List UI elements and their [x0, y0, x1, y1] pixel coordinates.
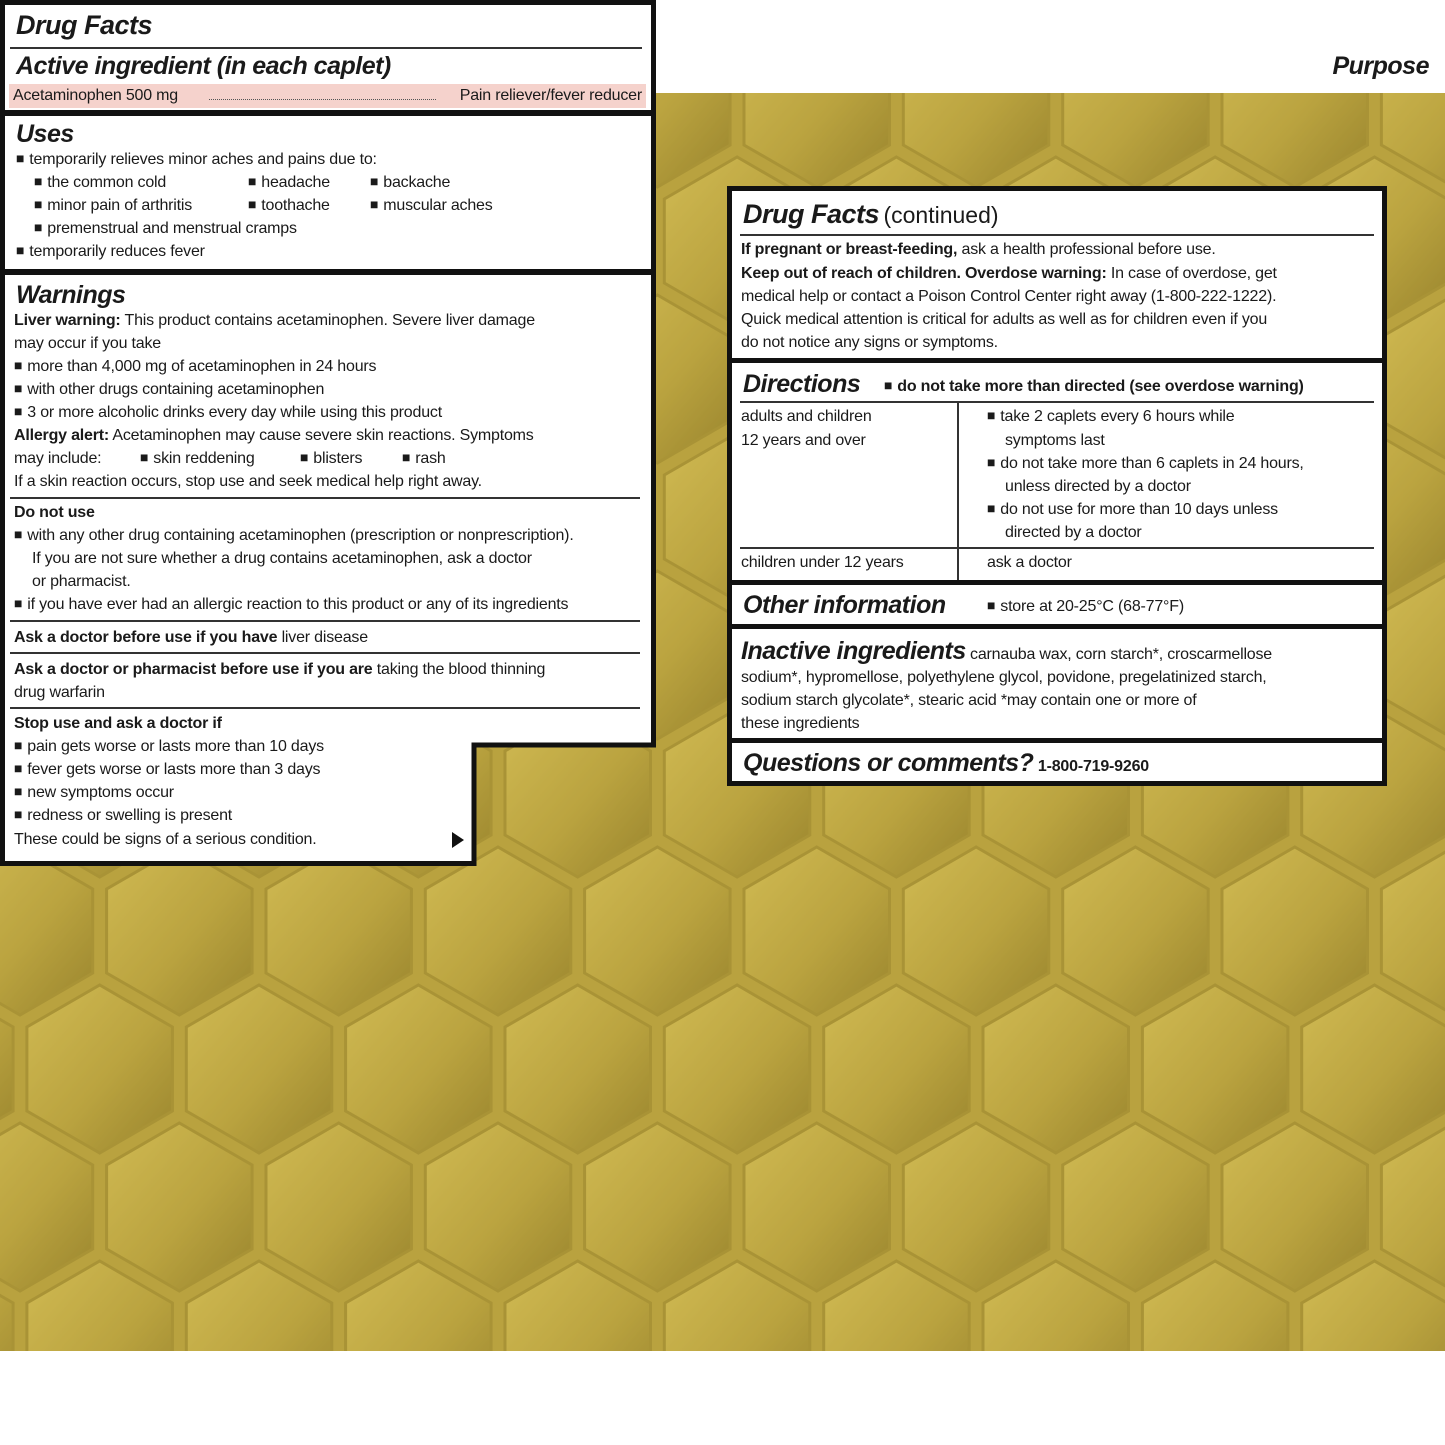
active-ingredient-row	[9, 84, 646, 108]
inactive-line3: sodium starch glycolate*, stearic acid *may contain one or more of	[741, 692, 1197, 709]
adult-dose-1b: symptoms last	[1005, 432, 1105, 449]
adult-dose-2a: ■ do not take more than 6 caplets in 24 hours,	[987, 452, 1304, 475]
use-item-backache: ■ backache	[370, 171, 450, 194]
hexagon-tile-100	[1222, 847, 1368, 1015]
hexagon-tile-109	[664, 985, 810, 1153]
active-ingredient-value: Acetaminophen 500 mg	[13, 87, 179, 104]
do-not-use-2: ■ if you have ever had an allergic reaction to this product or any of its ingredients	[14, 593, 568, 616]
do-not-use-title: Do not use	[14, 504, 95, 521]
stop-item-1: ■ pain gets worse or lasts more than 10 days	[14, 735, 324, 758]
hexagon-tile-97	[744, 847, 890, 1015]
hexagon-tile-124	[903, 1123, 1049, 1291]
stop-use-text: These could be signs of a serious condition.	[14, 831, 317, 848]
rule-do-not-use	[10, 497, 640, 499]
hexagon-tile-95	[425, 847, 571, 1015]
inactive-line2: sodium*, hypromellose, polyethylene glycol, povidone, pregelatinized starch,	[741, 669, 1267, 686]
keep-out-line: Keep out of reach of children. Overdose warning: In case of overdose, get	[741, 265, 1277, 282]
inactive-line1: Inactive ingredients carnauba wax, corn starch*, croscarmellose	[741, 637, 1272, 665]
uses-title: Uses	[16, 120, 74, 148]
hexagon-tile-94	[266, 847, 411, 1015]
hexagon-tile-75	[1381, 571, 1445, 739]
active-ingredient-header: Active ingredient (in each caplet)	[16, 52, 391, 80]
adults-label-1: adults and children	[741, 408, 872, 425]
allergy-line3: If a skin reaction occurs, stop use and seek medical help right away.	[14, 473, 482, 490]
adult-dose-2b: unless directed by a doctor	[1005, 478, 1191, 495]
hexagon-tile-106	[186, 985, 331, 1153]
use-item-muscular-aches: ■ muscular aches	[370, 194, 493, 217]
adult-dose-1a: ■ take 2 caplets every 6 hours while	[987, 405, 1234, 428]
keep-out-line4: do not notice any signs or symptoms.	[741, 334, 998, 351]
hexagon-tile-99	[1063, 847, 1209, 1015]
stop-item-3: ■ new symptoms occur	[14, 781, 174, 804]
other-information-box	[727, 580, 1387, 630]
use-item-cramps: ■ premenstrual and menstrual cramps	[34, 217, 297, 240]
hexagon-tile-98	[903, 847, 1049, 1015]
adult-dose-3a: ■ do not use for more than 10 days unless	[987, 498, 1278, 521]
do-not-use-1: ■ with any other drug containing acetaminophen (prescription or nonprescription).	[14, 524, 574, 547]
questions-box	[727, 738, 1387, 786]
liver-warning-line: Liver warning: This product contains acetaminophen. Severe liver damage	[14, 312, 535, 329]
other-information-title: Other information	[743, 591, 946, 619]
hexagon-tile-119	[107, 1123, 253, 1291]
storage-text: ■ store at 20-25°C (68-77°F)	[987, 595, 1184, 618]
keep-out-line3: Quick medical attention is critical for adults as well as for children even if you	[741, 311, 1268, 328]
allergy-alert-line: Allergy alert: Acetaminophen may cause severe skin reactions. Symptoms	[14, 427, 534, 444]
uses-line1: ■ temporarily relieves minor aches and pains due to:	[16, 148, 377, 171]
liver-item-2: ■ with other drugs containing acetaminophen	[14, 378, 324, 401]
uses-line2: ■ temporarily reduces fever	[16, 240, 205, 263]
liver-item-3: ■ 3 or more alcoholic drinks every day while using this product	[14, 401, 442, 424]
ask-pharmacist-line2: drug warfarin	[14, 684, 105, 701]
hexagon-tile-112	[1142, 985, 1288, 1153]
hexagon-tile-96	[585, 847, 731, 1015]
purpose-value: Pain reliever/fever reducer	[459, 87, 642, 104]
warnings-title: Warnings	[16, 281, 126, 309]
inactive-line4: these ingredients	[741, 715, 860, 732]
stop-item-4: ■ redness or swelling is present	[14, 804, 232, 827]
hexagon-tile-92	[0, 847, 93, 1015]
children-direction: ask a doctor	[987, 554, 1072, 571]
ask-pharmacist-line: Ask a doctor or pharmacist before use if you are taking the blood thinning	[14, 661, 546, 678]
use-item-headache: ■ headache	[248, 171, 330, 194]
directions-rule	[740, 401, 1374, 403]
hexagon-tile-121	[425, 1123, 571, 1291]
directions-title: Directions	[743, 370, 861, 398]
allergy-line2: may include:	[14, 450, 102, 467]
rule-ask-doctor	[10, 620, 640, 622]
drug-facts-title: Drug Facts	[16, 10, 153, 40]
hexagon-tile-108	[505, 985, 651, 1153]
purpose-header: Purpose	[1332, 52, 1429, 80]
hexagon-tile-110	[824, 985, 970, 1153]
pregnant-line: If pregnant or breast-feeding, ask a health professional before use.	[741, 241, 1216, 258]
hexagon-tile-122	[585, 1123, 731, 1291]
drug-facts-continued-box	[727, 186, 1387, 364]
hexagon-tile-101	[1381, 847, 1445, 1015]
inactive-ingredients-box	[727, 624, 1387, 744]
allergy-item-rash: ■ rash	[402, 447, 446, 470]
stop-item-2: ■ fever gets worse or lasts more than 3 days	[14, 758, 320, 781]
use-item-common-cold: ■ the common cold	[34, 171, 166, 194]
hexagon-tile-126	[1222, 1123, 1368, 1291]
leader-dots	[209, 99, 436, 100]
allergy-item-reddening: ■ skin reddening	[140, 447, 255, 470]
ask-doctor-line: Ask a doctor before use if you have liver disease	[14, 629, 368, 646]
liver-warning-line2: may occur if you take	[14, 335, 161, 352]
children-row-rule	[740, 547, 1374, 549]
use-item-toothache: ■ toothache	[248, 194, 330, 217]
do-not-use-1c: or pharmacist.	[32, 573, 131, 590]
rule-stop-use	[10, 707, 640, 709]
hexagon-tile-120	[266, 1123, 411, 1291]
allergy-item-blisters: ■ blisters	[300, 447, 362, 470]
continue-arrow-icon	[452, 832, 464, 848]
keep-out-line2: medical help or contact a Poison Control Center right away (1-800-222-1222).	[741, 288, 1277, 305]
title-rule	[10, 47, 642, 49]
children-label: children under 12 years	[741, 554, 904, 571]
directions-note: ■ do not take more than directed (see overdose warning)	[884, 375, 1304, 398]
hexagon-tile-123	[744, 1123, 890, 1291]
hexagon-tile-49	[1381, 295, 1445, 463]
adult-dose-3b: directed by a doctor	[1005, 524, 1142, 541]
hexagon-tile-107	[346, 985, 492, 1153]
hexagon-tile-105	[27, 985, 173, 1153]
continued-title-line: Drug Facts (continued)	[743, 199, 999, 229]
hexagon-tile-113	[1302, 985, 1445, 1153]
hexagon-tile-125	[1063, 1123, 1209, 1291]
hexagon-tile-93	[107, 847, 253, 1015]
liver-item-1: ■ more than 4,000 mg of acetaminophen in 24 hours	[14, 355, 376, 378]
adults-label-2: 12 years and over	[741, 432, 866, 449]
hexagon-tile-127	[1381, 1123, 1445, 1291]
questions-line: Questions or comments? 1-800-719-9260	[743, 749, 1149, 777]
hexagon-tile-111	[983, 985, 1129, 1153]
stop-use-title: Stop use and ask a doctor if	[14, 715, 222, 732]
use-item-arthritis: ■ minor pain of arthritis	[34, 194, 192, 217]
continued-title-rule	[740, 234, 1374, 236]
hexagon-tile-118	[0, 1123, 93, 1291]
rule-ask-pharmacist	[10, 652, 640, 654]
do-not-use-1b: If you are not sure whether a drug contains acetaminophen, ask a doctor	[32, 550, 532, 567]
directions-box	[727, 358, 1387, 586]
directions-column-divider	[957, 403, 959, 581]
